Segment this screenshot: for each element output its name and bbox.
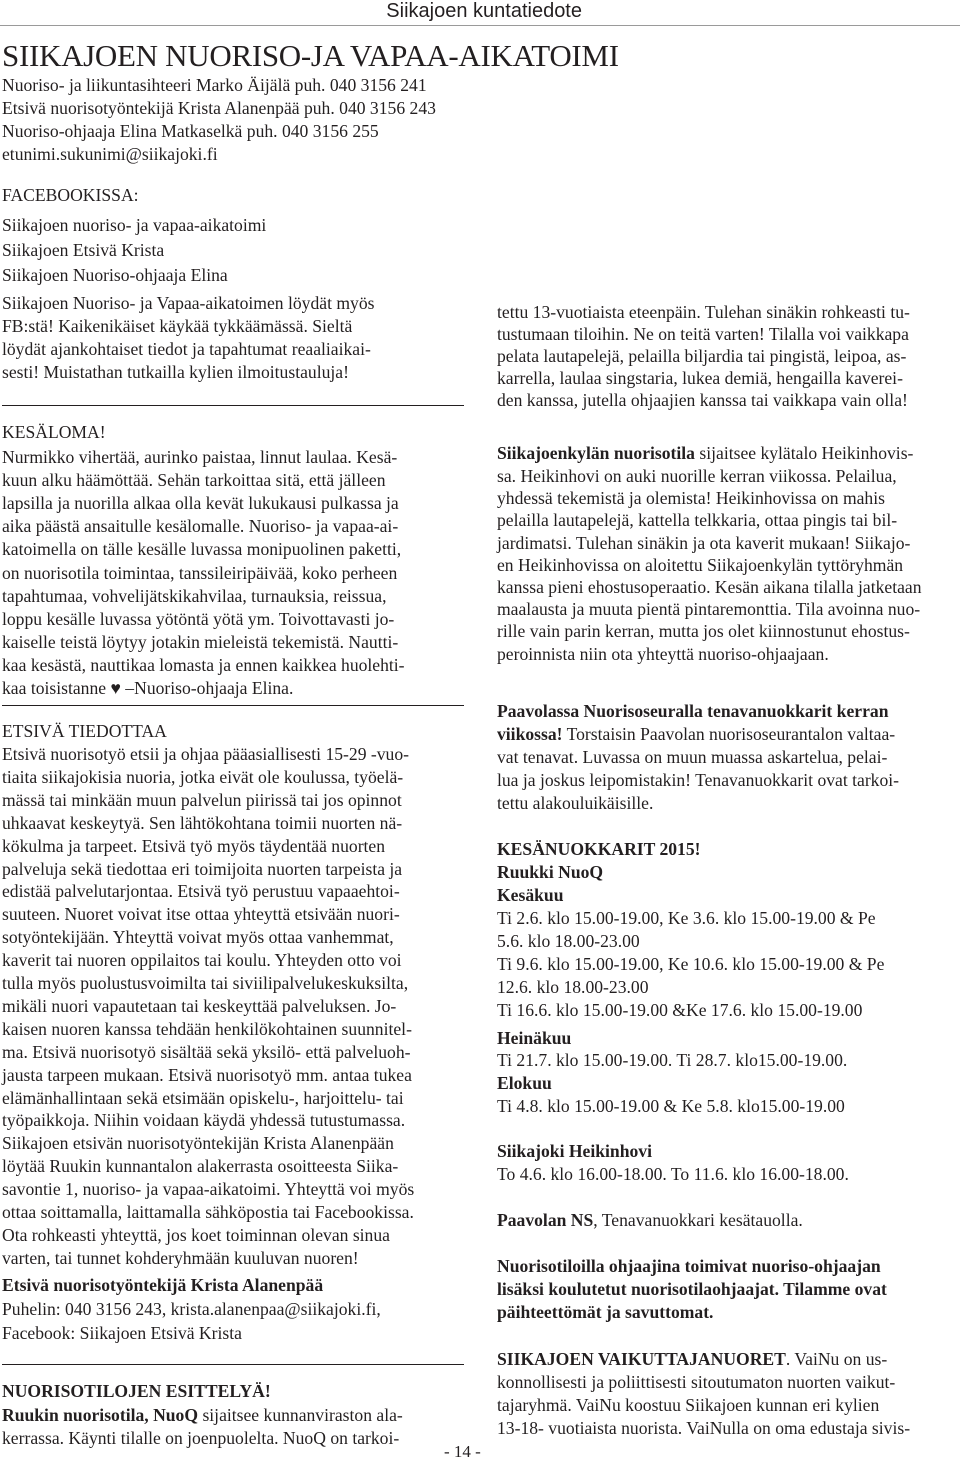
page-number: - 14 - <box>444 1442 481 1461</box>
paavola-ns-lead: Paavolan NS <box>497 1210 594 1230</box>
kesanuokkarit-heading: KESÄNUOKKARIT 2015! <box>497 839 701 859</box>
heinakuu-heading: Heinäkuu <box>497 1028 572 1048</box>
text-line: en Heikinhovissa on aloitettu Siikajoenkylän tyttöryhmän <box>497 554 904 575</box>
page-header <box>0 0 960 30</box>
text-line: tajaryhmä. VaiNu koostuu Siikajoen kunnan eri kylien <box>497 1395 880 1415</box>
contact-email: etunimi.sukunimi@siikajoki.fi <box>2 144 218 164</box>
text-line: 5.6. klo 18.00-23.00 <box>497 931 640 951</box>
text-line: sotyöntekijään. Yhteyttä voivat myös ottaa vanhemmat, <box>2 927 394 948</box>
text-line: kaiselle teistä löytyy jotakin mieleistä tekemistä. Nautti- <box>2 631 399 652</box>
text-line: yhdessä tekemistä ja olemista! Heikinhovissa on mahis <box>497 488 885 509</box>
text-line: karrella, laulaa singstaria, lukea demiä, hengailla kaverei- <box>497 368 903 389</box>
text-line: pelailla lautapelejä, kattella telkkaria, ottaa pingis tai bil- <box>497 510 898 531</box>
text-line: kökulma ja tarpeet. Etsivä työ myös täydentää nuorten <box>2 835 386 856</box>
elokuu-schedule: Ti 4.8. klo 15.00-19.00 & Ke 5.8. klo15.00-19.00 <box>497 1096 845 1116</box>
text-line: tapahtumaa, vohvelijätskikahvilaa, turnauksia, reissua, <box>2 585 387 606</box>
heikinhovi-times: To 4.6. klo 16.00-18.00. To 11.6. klo 16.00-18.00. <box>497 1164 849 1184</box>
header-rule <box>0 25 960 26</box>
text-line: jardimatsi. Tulehan sinäkin ja ota kaverit mukaan! Siikajo- <box>497 532 911 553</box>
text-line: savontie 1, nuoriso- ja vapaa-aikatoimi. Yhteyttä voi myös <box>2 1179 415 1200</box>
heinakuu-schedule: Ti 21.7. klo 15.00-19.00. Ti 28.7. klo15.00-19.00. <box>497 1050 848 1070</box>
text-line: sa. Heikinhovi on auki nuorille kerran viikossa. Pelailua, <box>497 466 897 486</box>
paavola-rest: Torstaisin Paavolan nuorisoseurantalon valtaa- <box>562 724 896 744</box>
text-line: mikäli nuori vapautetaan tai keskeyttää palveluksen. Jo- <box>2 995 397 1016</box>
nuoq-lead: Ruukin nuorisotila, NuoQ <box>2 1405 199 1425</box>
contact-line: Nuoriso-ohjaaja Elina Matkaselkä puh. 040 3156 255 <box>2 121 379 141</box>
text-line: kaverit tai nuoren oppilaitos tai koulu. Yhteyden otto voi <box>2 950 402 971</box>
text-line: 13-18- vuotiaista nuorista. VaiNulla on oma edustaja sivis- <box>497 1418 911 1438</box>
text-line: kanssa pieni ehostusoperaatio. Kesän aikana tilalla jatketaan <box>497 577 922 597</box>
text-line: Nuorisotiloilla ohjaajina toimivat nuoriso-ohjaajan <box>497 1256 881 1276</box>
paavola-line <box>497 723 895 745</box>
text-line: Ota rohkeasti yhteyttä, jos koet toiminnan olevan sinua <box>2 1224 390 1245</box>
text-line: kaa toisistanne ♥ –Nuoriso-ohjaaja Elina. <box>2 678 294 698</box>
fb-note-line: löydät ajankohtaiset tiedot ja tapahtumat reaaliaikai- <box>2 339 371 359</box>
text-line: lapsilla ja nuorilla alkaa olla kevät lukukausi pulkassa ja <box>2 493 399 514</box>
paavola-ns-rest: , Tenavanuokkari kesätauolla. <box>593 1210 803 1230</box>
section-divider <box>2 405 464 406</box>
facebook-page: Siikajoen Etsivä Krista <box>2 240 165 260</box>
vainu-line <box>497 1348 887 1370</box>
text-line: peroinnista niin ota yhteyttä nuoriso-ohjaajaan. <box>497 643 829 664</box>
text-line: Ti 2.6. klo 15.00-19.00, Ke 3.6. klo 15.00-19.00 & Pe <box>497 908 876 928</box>
text-line: tettu alakouluikäisille. <box>497 793 654 813</box>
text-line: Ti 9.6. klo 15.00-19.00, Ke 10.6. klo 15.00-19.00 & Pe <box>497 954 885 974</box>
section-divider <box>2 705 464 706</box>
text-line: Siikajoen etsivän nuorisotyöntekijän Krista Alanenpään <box>2 1133 394 1154</box>
text-line: Etsivä nuorisotyö etsii ja ohjaa pääasiallisesti 15-29 -vuo- <box>2 744 410 764</box>
running-head: Siikajoen kuntatiedote <box>386 0 582 22</box>
elokuu-heading: Elokuu <box>497 1073 552 1093</box>
text-line: 12.6. klo 18.00-23.00 <box>497 977 649 997</box>
text-line: konnollisesti ja poliittisesti sitoutumaton nuorten vaikut- <box>497 1372 896 1392</box>
fb-note-line: Siikajoen Nuoriso- ja Vapaa-aikatoimen löydät myös <box>2 293 375 313</box>
text-line: maalausta ja muuta pientä pintaremonttia. Tila avoinna nuo- <box>497 599 921 620</box>
heikinhovi-lead: Siikajoenkylän nuorisotila <box>497 443 695 463</box>
text-line: jausta tarpeen mukaan. Etsivä nuorisotyö mm. antaa tukea <box>2 1064 412 1085</box>
paavola-ns-line <box>497 1209 803 1231</box>
text-line: den kanssa, jutella ohjaajien kanssa tai vaikkapa vain olla! <box>497 390 908 411</box>
contact-line: Nuoriso- ja liikuntasihteeri Marko Äijälä puh. 040 3156 241 <box>2 75 427 95</box>
text-line: suuteen. Nuoret voivat itse ottaa yhteyttä etsivään nuori- <box>2 904 400 925</box>
facebook-page: Siikajoen Nuoriso-ohjaaja Elina <box>2 265 228 285</box>
text-line: varten, tai tunnet kohderyhmään kuuluvan nuoren! <box>2 1247 359 1268</box>
page-title: SIIKAJOEN NUORISO-JA VAPAA-AIKATOIMI <box>2 38 619 73</box>
text-line: vat tenavat. Luvassa on muun muassa askartelua, pelai- <box>497 747 888 767</box>
vainu-lead: SIIKAJOEN VAIKUTTAJANUORET <box>497 1349 786 1369</box>
section-divider <box>2 1364 464 1365</box>
text-line: lua ja joskus leipomistakin! Tenavanuokkarit ovat tarkoi- <box>497 770 900 790</box>
text-line: elämänhallintaan sekä etsimään opiskelu-, harjoittelu- tai <box>2 1087 404 1108</box>
heikinhovi-rest: sijaitsee kylätalo Heikinhovis- <box>694 443 914 463</box>
text-line: Ti 16.6. klo 15.00-19.00 &Ke 17.6. klo 15.00-19.00 <box>497 1000 863 1020</box>
text-line: katoimella on tälle kesälle luvassa monipuolinen paketti, <box>2 539 402 560</box>
text-line: tustumaan tiloihin. Ne on teitä varten! Tilalla voi vaikkapa <box>497 324 909 345</box>
text-line: työpaikkoja. Niihin voidaan käydä yhdessä tutustumassa. <box>2 1110 406 1131</box>
text-line: Nurmikko vihertää, aurinko paistaa, linnut laulaa. Kesä- <box>2 447 398 467</box>
text-line: kaa kesästä, nauttikaa lomasta ja ennen kaikkea huolehti- <box>2 654 405 675</box>
fb-note-line: sesti! Muistathan tutkailla kylien ilmoitustauluja! <box>2 362 349 382</box>
text-line: mässä tai minkään muun palvelun piirissä tai jos opinnot <box>2 789 402 810</box>
text-line: kuun alku häämöttää. Sehän tarkoittaa sitä, että jälleen <box>2 470 386 491</box>
etsiva-contact-name: Etsivä nuorisotyöntekijä Krista Alanenpää <box>2 1275 324 1295</box>
heikinhovi-heading: Siikajoki Heikinhovi <box>497 1141 652 1161</box>
text-line: on nuorisotila toimintaa, tanssileiripäivää, koko perheen <box>2 562 398 583</box>
etsiva-heading: ETSIVÄ TIEDOTTAA <box>2 721 167 741</box>
paavola-bold-2: viikossa! <box>497 724 563 744</box>
vainu-rest: . VaiNu on us- <box>785 1349 888 1369</box>
text-line: edistää palvelutarjontaa. Etsivä työ perustuu vapaaehtoi- <box>2 881 400 902</box>
paavola-bold-line: Paavolassa Nuorisoseuralla tenavanuokkarit kerran <box>497 701 889 721</box>
heikinhovi-line <box>497 442 913 464</box>
text-line: rille vain parin kerran, mutta jos olet kiinnostunut ehostus- <box>497 621 910 642</box>
etsiva-contact-phone: Puhelin: 040 3156 243, krista.alanenpaa@siikajoki.fi, <box>2 1299 381 1319</box>
text-line: loppu kesälle luvassa yötöntä yötä ym. Toivottavasti jo- <box>2 608 395 629</box>
text-line: palveluja sekä tiedottaa eri toimijoita nuorten tarpeista ja <box>2 858 403 879</box>
etsiva-contact-facebook: Facebook: Siikajoen Etsivä Krista <box>2 1323 242 1343</box>
text-line: tettu 13-vuotiaista eteenpäin. Tulehan sinäkin rohkeasti tu- <box>497 302 910 322</box>
tilat-line: kerrassa. Käynti tilalle on joenpuolelta. NuoQ on tarkoi- <box>2 1428 400 1448</box>
text-line: ottaa soittamalla, laittamalla sähköpostia tai Facebookissa. <box>2 1202 414 1222</box>
tilat-line <box>2 1404 403 1426</box>
text-line: uhkaavat keskeytyä. Sen lähtökohtana toimii nuorten nä- <box>2 812 403 833</box>
facebook-page: Siikajoen nuoriso- ja vapaa-aikatoimi <box>2 215 267 235</box>
text-line: löytää Ruukin kunnantalon alakerrasta osoitteesta Siika- <box>2 1156 399 1177</box>
text-line: päihteettömät ja savuttomat. <box>497 1302 714 1322</box>
text-line: ma. Etsivä nuorisotyö sisältää sekä yksilö- että palveluoh- <box>2 1041 411 1062</box>
nuoq-rest: sijaitsee kunnanviraston ala- <box>198 1405 403 1425</box>
text-line: pelata lautapelejä, pelailla biljardia tai pingistä, leipoa, as- <box>497 346 907 367</box>
kesaloma-heading: KESÄLOMA! <box>2 422 106 442</box>
text-line: tiaita siikajokisia nuoria, jotka eivät ole koulussa, työelä- <box>2 766 404 787</box>
text-line: aika päästä ansaitulle kesälomalle. Nuoriso- ja vapaa-ai- <box>2 516 399 537</box>
text-line: lisäksi koulutetut nuorisotilaohjaajat. Tilamme ovat <box>497 1279 887 1299</box>
kesakuu-heading: Kesäkuu <box>497 885 564 905</box>
facebook-heading: FACEBOOKISSA: <box>2 185 139 205</box>
tilat-heading: NUORISOTILOJEN ESITTELYÄ! <box>2 1381 271 1401</box>
text-line: tulla myös puolustusvoimilta tai siviilipalvelukeskuksilta, <box>2 973 409 993</box>
ruukki-heading: Ruukki NuoQ <box>497 862 604 882</box>
text-line: kaisen nuoren kanssa tehdään henkilökohtainen suunnitel- <box>2 1018 412 1039</box>
contact-line: Etsivä nuorisotyöntekijä Krista Alanenpää puh. 040 3156 243 <box>2 98 436 118</box>
fb-note-line: FB:stä! Kaikenikäiset käykää tykkäämässä. Sieltä <box>2 316 353 336</box>
